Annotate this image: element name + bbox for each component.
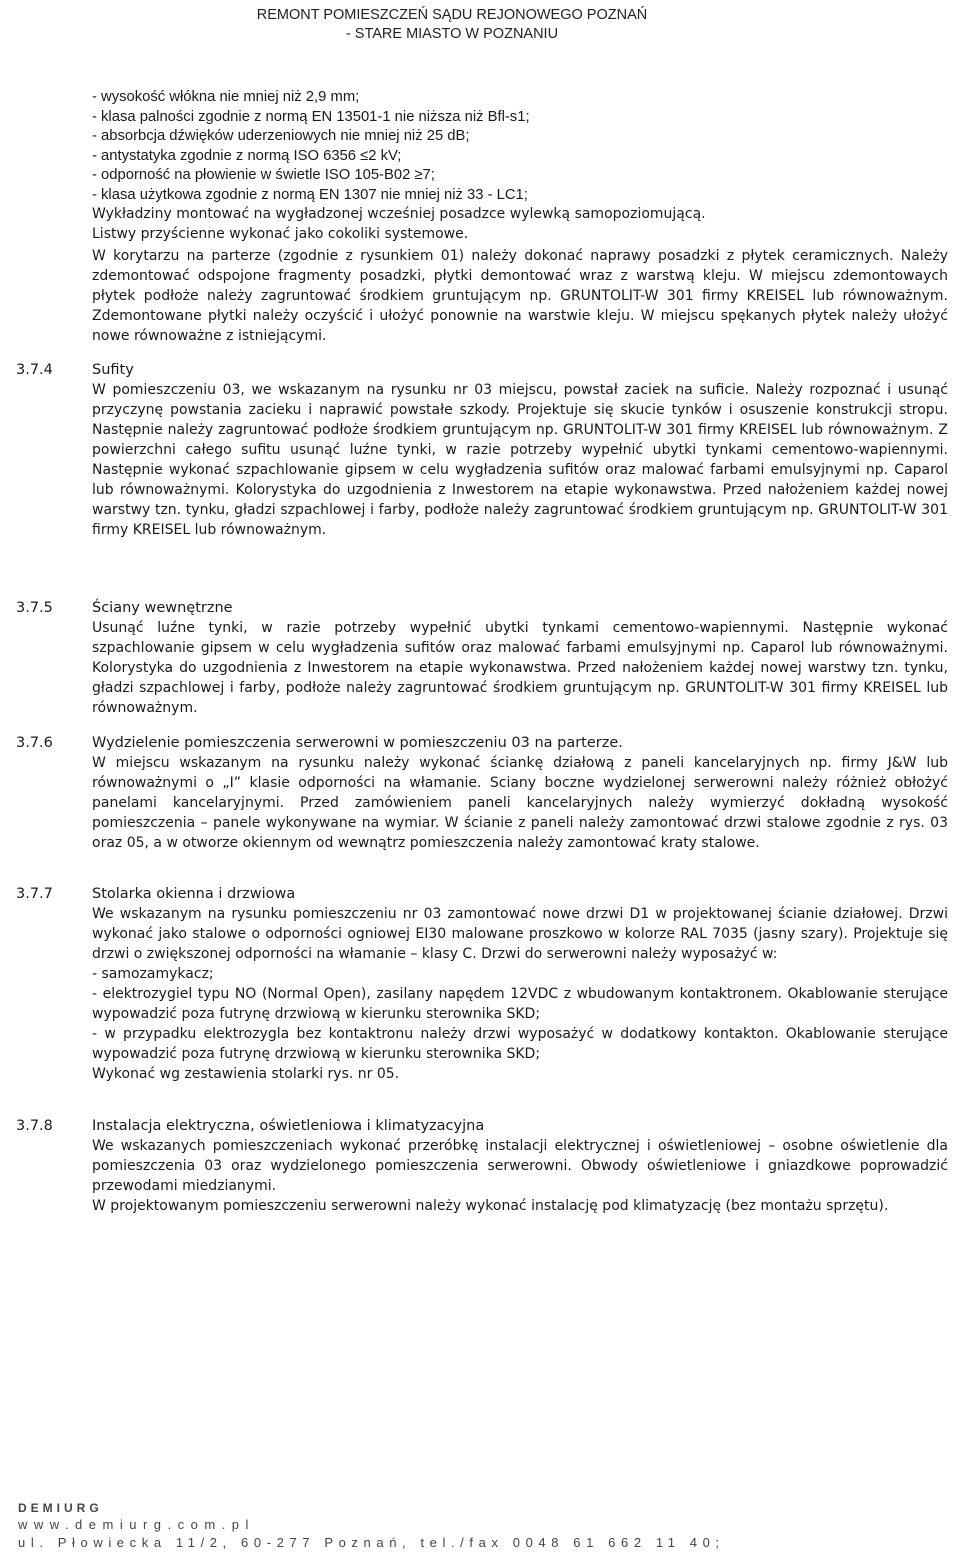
corridor-paragraph: W korytarzu na parterze (zgodnie z rysunkiem 01) należy dokonać naprawy posadzki z płytek ceramicznych. Należy zdemontować odspojone fragmenty posadzki, płytki demontować wraz z warstwą kleju. W miejscu zdemontowaych płytek podłoże należy zagruntować środkiem gruntującym np. GRUNTOLIT-W 301 firmy KREISEL lub równoważnym. Zdemontowane płytki należy oczyścić i ułożyć ponownie na warstwie kleju. W miejscu spękanych płytek należy ułożyć nowe równoważne z istniejącymi. — [92, 248, 948, 344]
document-footer — [18, 1500, 725, 1552]
section-number: 3.7.5 — [16, 600, 53, 616]
section-body — [92, 904, 948, 1084]
company-logo-text: DEMIURG — [18, 1501, 103, 1515]
company-website: www.demiurg.com.pl — [18, 1517, 255, 1532]
header-subtitle: - STARE MIASTO W POZNANIU — [345, 26, 559, 42]
mounting-note: Wykładziny montować na wygładzonej wcześniej posadzce wylewką samopoziomującą. — [92, 206, 706, 222]
section-title: Sufity — [92, 362, 134, 378]
spec-item: - klasa palności zgodnie z normą EN 13501-1 nie niższa niż Bfl-s1; — [92, 108, 530, 125]
carpet-spec-list — [92, 88, 952, 244]
section-number: 3.7.8 — [16, 1118, 53, 1134]
spec-item: - absorbcja dźwięków uderzeniowych nie mniej niż 25 dB; — [92, 128, 470, 144]
spec-item: - klasa użytkowa zgodnie z normą EN 1307 nie mniej niż 33 - LC1; — [92, 186, 528, 203]
section-number: 3.7.4 — [16, 362, 53, 378]
spec-item: - wysokość włókna nie mniej niż 2,9 mm; — [92, 89, 360, 105]
company-address: ul. Płowiecka 11/2, 60-277 Poznań, tel./fax 0048 61 662 11 40; — [18, 1535, 725, 1550]
section-paragraph: W miejscu wskazanym na rysunku należy wykonać ściankę działową z paneli kancelaryjnych np. firmy J&W lub równoważnymi o „I” klasie odporności na włamanie. Sciany boczne wydzielonej serwerowni należy różnież obłożyć panelami kancelaryjnymi. Przed zamówieniem paneli kancelaryjnych należy wymierzyć dokładną wysokość pomieszczenia – panele wykonywane na wymiar. W ścianie z paneli należy zamontować drzwi stalowe zgodnie z rys. 03 oraz 05, a w otworze okiennym od wewnątrz pomieszczenia należy zamontować kraty stalowe. — [92, 755, 948, 851]
section-title: Stolarka okienna i drzwiowa — [92, 886, 296, 902]
spec-item: - odporność na płowienie w świetle ISO 105-B02 ≥7; — [92, 167, 435, 183]
section-paragraph: Usunąć luźne tynki, w razie potrzeby wypełnić ubytki tynkami cementowo-wapiennymi. Następnie wykonać szpachlowanie gipsem w celu wygładzenia sufitów oraz malować farbami emulsyjnymi np. Caparol lub równoważnymi. Kolorystyka do uzgodnienia z Inwestorem na etapie wykonawstwa. Przed nałożeniem każdej nowej warstwy tzn. tynku, gładzi szpachlowej i farby, podłoże należy zagruntować środkiem gruntującym np. GRUNTOLIT-W 301 firmy KREISEL lub równoważnym. — [92, 620, 948, 716]
section-body — [92, 380, 948, 540]
section-body — [92, 618, 948, 718]
spec-item: - antystatyka zgodnie z normą ISO 6356 ≤2 kV; — [92, 147, 402, 164]
section-paragraph: W pomieszczeniu 03, we wskazanym na rysunku nr 03 miejscu, powstał zaciek na suficie. Należy rozpoznać i usunąć przyczynę powstania zacieku i naprawić powstałe szkody. Projektuje się skucie tynków i osuszenie konstrukcji stropu. Następnie należy zagruntować podłoże środkiem gruntującym np. GRUNTOLIT-W 301 firmy KREISEL lub równoważnym. Z powierzchni całego sufitu usunąć luźne tynki, w razie potrzeby wypełnić ubytki tynkami cementowo-wapiennymi. Następnie wykonać szpachlowanie gipsem w celu wygładzenia sufitów oraz malować farbami emulsyjnymi np. Caparol lub równoważnymi. Kolorystyka do uzgodnienia z Inwestorem na etapie wykonawstwa. Przed nałożeniem każdej nowej warstwy tzn. tynku, gładzi szpachlowej i farby, podłoże należy zagruntować środkiem gruntującym np. GRUNTOLIT-W 301 firmy KREISEL lub równoważnym. — [92, 382, 948, 538]
section-body — [92, 753, 948, 853]
section-number: 3.7.6 — [16, 735, 53, 751]
section-list-item: - samozamykacz; — [92, 966, 214, 982]
section-title: Ściany wewnętrzne — [92, 600, 233, 616]
section-title: Wydzielenie pomieszczenia serwerowni w pomieszczeniu 03 na parterze. — [92, 735, 623, 751]
section-title: Instalacja elektryczna, oświetleniowa i klimatyzacyjna — [92, 1118, 485, 1134]
section-list-item: - w przypadku elektrozygla bez kontaktronu należy drzwi wyposażyć w dodatkowy kontakton. Okablowanie sterujące wypowadzić poza futrynę drzwiową w kierunku sterownika SKD; — [92, 1026, 948, 1062]
section-body — [92, 1136, 948, 1216]
section-paragraph: W projektowanym pomieszczeniu serwerowni należy wykonać instalację pod klimatyzację (bez montażu sprzętu). — [92, 1198, 889, 1214]
header-title: REMONT POMIESZCZEŃ SĄDU REJONOWEGO POZNAŃ — [256, 7, 648, 23]
section-paragraph: Wykonać wg zestawienia stolarki rys. nr 05. — [92, 1066, 400, 1082]
section-number: 3.7.7 — [16, 886, 53, 902]
skirting-note: Listwy przyścienne wykonać jako cokoliki systemowe. — [92, 225, 469, 242]
section-paragraph: We wskazanych pomieszczeniach wykonać przeróbkę instalacji elektrycznej i oświetleniowej – osobne oświetlenie dla pomieszczenia 03 oraz wydzielonego pomieszczenia serwerowni. Obwody oświetleniowe i gniazdkowe poprowadzić przewodami miedzianymi. — [92, 1138, 948, 1194]
section-list-item: - elektrozygiel typu NO (Normal Open), zasilany napędem 12VDC z wbudowanym kontaktronem. Okablowanie sterujące wypowadzić poza futrynę drzwiową w kierunku sterownika SKD; — [92, 986, 948, 1022]
section-paragraph: We wskazanym na rysunku pomieszczeniu nr 03 zamontować nowe drzwi D1 w projektowanej ścianie działowej. Drzwi wykonać jako stalowe o odporności ogniowej EI30 malowane proszkowo w kolorze RAL 7035 (jasny szary). Projektuje się drzwi o zwiększonej odporności na włamanie – klasy C. Drzwi do serwerowni należy wyposażyć w: — [92, 906, 948, 962]
document-header — [172, 6, 732, 44]
